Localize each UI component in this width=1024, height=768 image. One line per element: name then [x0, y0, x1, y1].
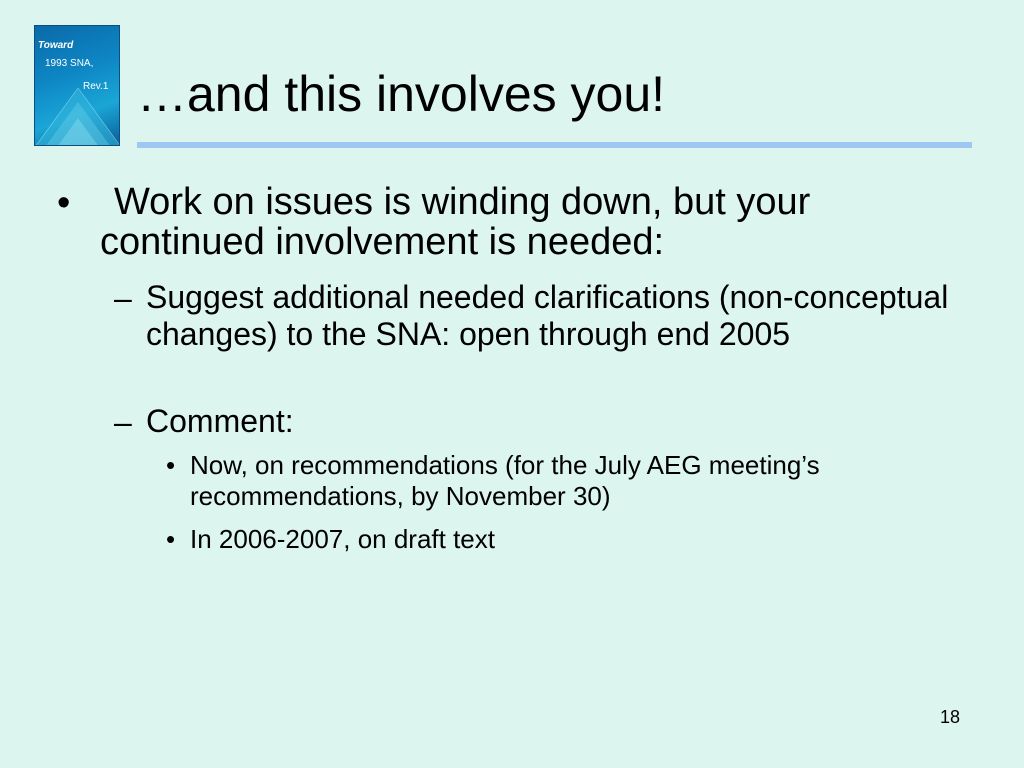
- logo-text-rev1: Rev.1: [83, 81, 109, 92]
- sna-logo: [34, 25, 120, 146]
- slide-title: …and this involves you!: [137, 66, 666, 122]
- slide-number: 18: [940, 707, 961, 727]
- sub-bullet-comment: Comment:: [146, 403, 294, 439]
- sub-bullet-suggest-clarifications: Suggest additional needed clarifications (non-conceptual changes) to the SNA: open through end 2005: [146, 279, 949, 352]
- dash-marker: –: [114, 404, 132, 440]
- bullet-marker: •: [166, 450, 176, 480]
- logo-text-1993-sna: 1993 SNA,: [45, 58, 94, 69]
- bullet-marker: •: [166, 524, 176, 554]
- logo-text-toward: Toward: [38, 40, 74, 51]
- bullet-work-on-issues: Work on issues is winding down, but your continued involvement is needed:: [100, 181, 811, 263]
- sub-sub-bullet-recommendations: Now, on recommendations (for the July AEG meeting’s recommendations, by November 30): [190, 450, 820, 511]
- title-underline: [137, 142, 972, 148]
- dash-marker: –: [114, 280, 132, 316]
- sub-sub-bullet-draft-text: In 2006-2007, on draft text: [190, 524, 495, 554]
- bullet-marker: •: [57, 182, 71, 224]
